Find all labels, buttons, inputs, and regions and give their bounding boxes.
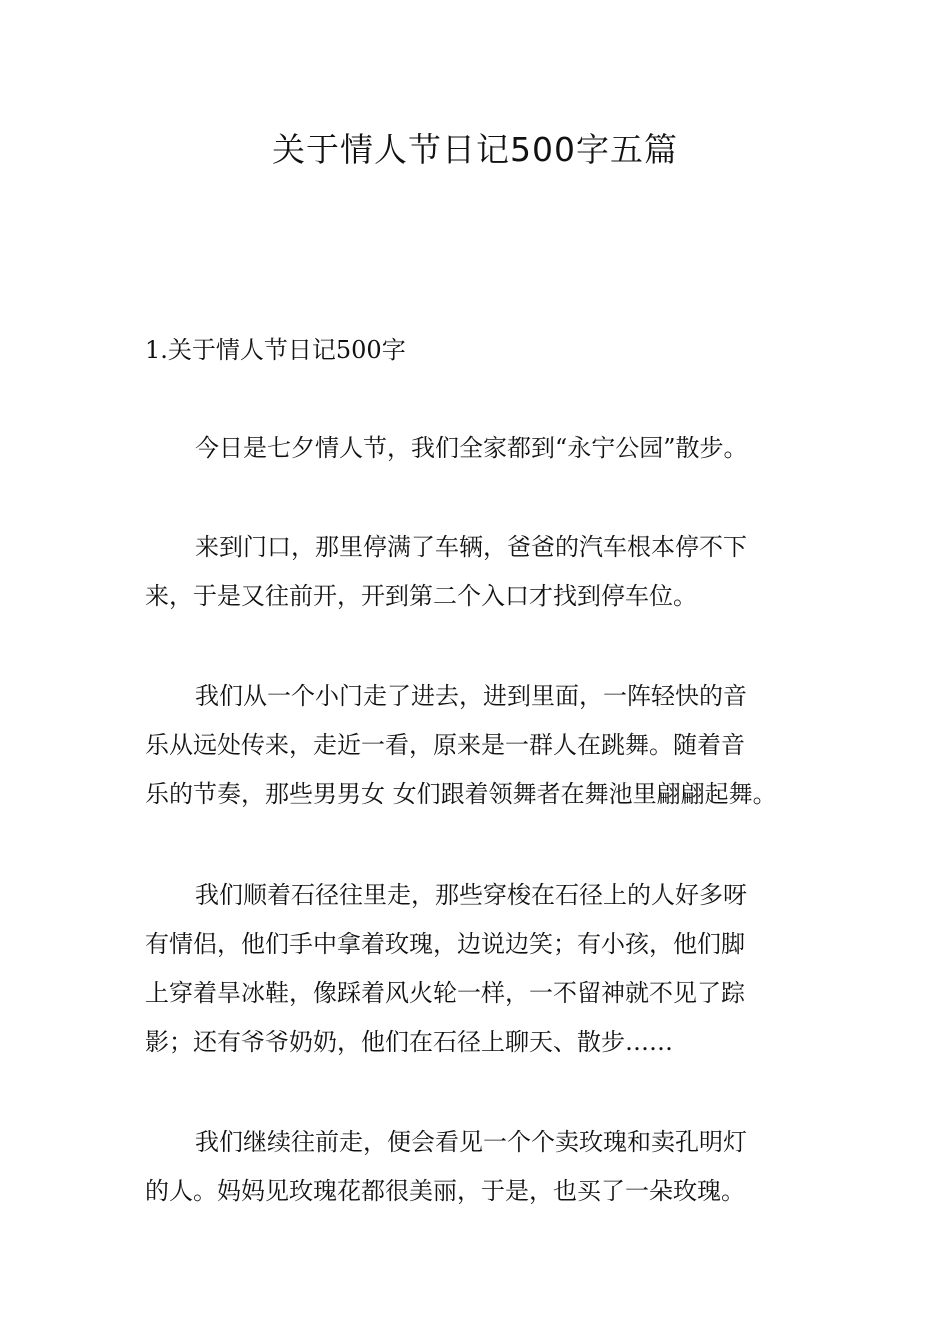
paragraph-4 (145, 871, 810, 1067)
paragraph-line: 今日是七夕情人节，我们全家都到“永宁公园”散步。 (195, 434, 748, 462)
paragraph-line: 影；还有爷爷奶奶，他们在石径上聊天、散步…… (145, 1028, 673, 1056)
paragraph-line: 我们继续往前走，便会看见一个个卖玫瑰和卖孔明灯 (195, 1128, 747, 1156)
paragraph-line: 乐从远处传来，走近一看，原来是一群人在跳舞。随着音 (145, 731, 745, 759)
paragraph-line: 来到门口，那里停满了车辆，爸爸的汽车根本停不下 (195, 533, 747, 561)
paragraph-line: 的人。妈妈见玫瑰花都很美丽，于是，也买了一朵玫瑰。 (145, 1177, 745, 1205)
paragraph-line: 上穿着旱冰鞋，像踩着风火轮一样，一不留神就不见了踪 (145, 979, 745, 1007)
paragraph-line: 我们顺着石径往里走，那些穿梭在石径上的人好多呀 (195, 881, 747, 909)
paragraph-1 (145, 424, 810, 473)
section-heading: 1.关于情人节日记500字 (145, 336, 406, 364)
paragraph-line: 有情侣，他们手中拿着玫瑰，边说边笑；有小孩，他们脚 (145, 930, 745, 958)
document-title: 关于情人节日记500字五篇 (272, 130, 678, 169)
paragraph-line: 我们从一个小门走了进去，进到里面，一阵轻快的音 (195, 682, 747, 710)
paragraph-5 (145, 1118, 810, 1216)
paragraph-2 (145, 523, 810, 621)
paragraph-3 (145, 672, 810, 819)
paragraph-line: 乐的节奏，那些男男女 女们跟着领舞者在舞池里翩翩起舞。 (145, 780, 777, 808)
paragraph-line: 来，于是又往前开，开到第二个入口才找到停车位。 (145, 582, 697, 610)
